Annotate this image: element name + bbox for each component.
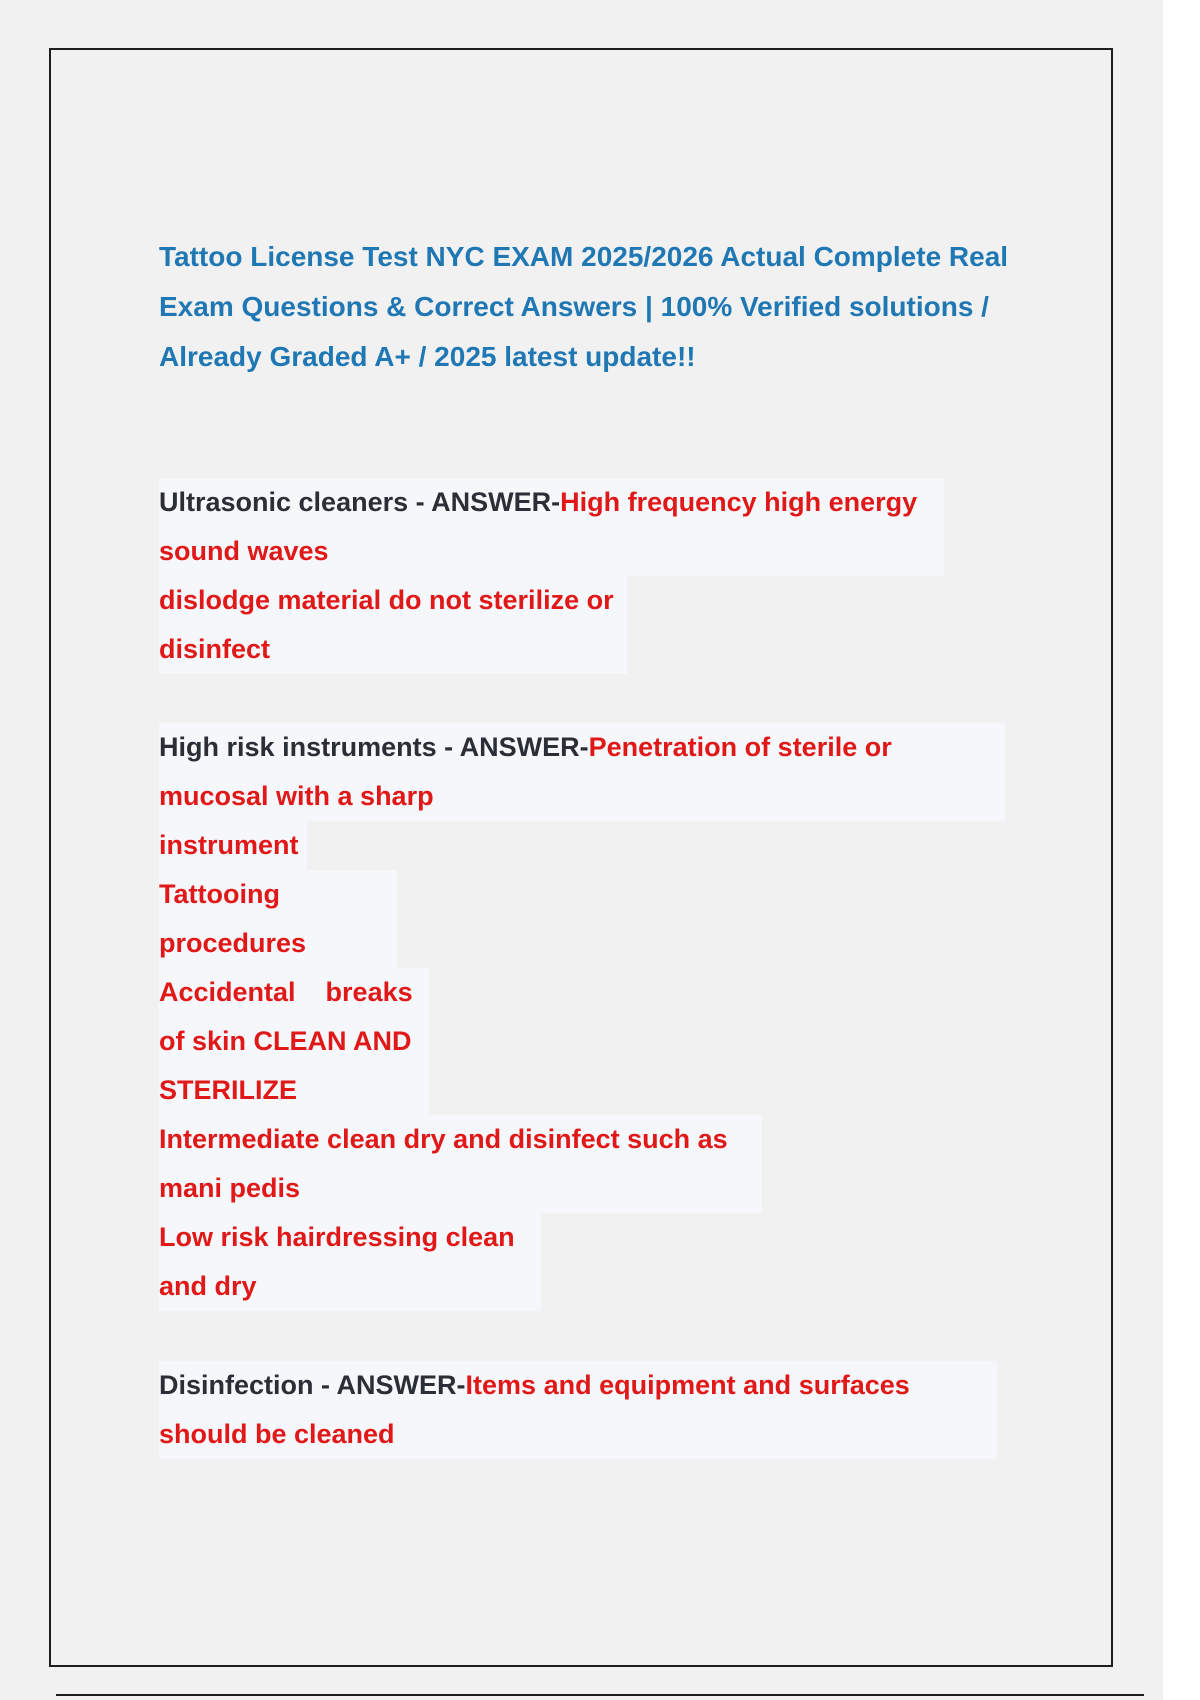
title-line: Already Graded A+ / 2025 latest update!! <box>159 341 696 372</box>
answer-line: sound waves <box>159 527 944 576</box>
answer-word: equipment <box>599 1370 736 1400</box>
page-separator <box>56 1694 1144 1696</box>
answer-line: and dry <box>159 1262 541 1311</box>
answer-line: should be cleaned <box>159 1410 997 1459</box>
qa-first-line <box>159 478 944 527</box>
answer-line: instrument <box>159 821 307 870</box>
document-title <box>159 232 1039 382</box>
question-word: - <box>444 732 454 762</box>
question-word: - <box>321 1370 331 1400</box>
title-line: Exam Questions & Correct Answers | 100% Verified solutions / <box>159 291 989 322</box>
question-word: Disinfection <box>159 1370 314 1400</box>
answer-word: sterile <box>777 732 858 762</box>
answer-word: and <box>743 1370 792 1400</box>
answer-line: mani pedis <box>159 1164 762 1213</box>
answer-word: and <box>543 1370 592 1400</box>
question-word: risk <box>226 732 275 762</box>
answer-line: mucosal with a sharp <box>159 772 1005 821</box>
answer-line: Accidental breaks <box>159 968 429 1017</box>
answer-start <box>337 1370 537 1400</box>
answer-word: surfaces <box>798 1370 910 1400</box>
qa-entry-high-risk-instruments <box>159 723 1005 1311</box>
answer-line: procedures <box>159 919 397 968</box>
question-text: Ultrasonic cleaners - ANSWER- <box>159 487 561 517</box>
answer-word: Penetration <box>588 732 738 762</box>
answer-line: disinfect <box>159 625 627 674</box>
answer-line: STERILIZE <box>159 1066 429 1115</box>
answer-line: dislodge material do not sterilize or <box>159 576 627 625</box>
qa-entry-disinfection <box>159 1361 997 1459</box>
answer-marker: ANSWER- <box>459 732 589 762</box>
answer-start <box>460 732 738 762</box>
qa-first-line <box>159 1361 997 1410</box>
qa-first-line <box>159 723 1005 772</box>
title-line: Tattoo License Test NYC EXAM 2025/2026 Actual Complete Real <box>159 241 1009 272</box>
answer-text: High frequency high energy <box>560 487 918 517</box>
answer-line: Intermediate clean dry and disinfect such as <box>159 1115 762 1164</box>
answer-word: of <box>744 732 771 762</box>
answer-word: or <box>864 732 892 762</box>
answer-line: of skin CLEAN AND <box>159 1017 429 1066</box>
answer-line: Low risk hairdressing clean <box>159 1213 541 1262</box>
qa-entry-ultrasonic-cleaners <box>159 478 944 674</box>
answer-line: Tattooing <box>159 870 397 919</box>
question-word: High <box>159 732 219 762</box>
answer-marker: ANSWER- <box>336 1370 466 1400</box>
viewer-right-strip <box>1163 0 1200 1700</box>
answer-word: Items <box>465 1370 537 1400</box>
question-word: instruments <box>282 732 437 762</box>
